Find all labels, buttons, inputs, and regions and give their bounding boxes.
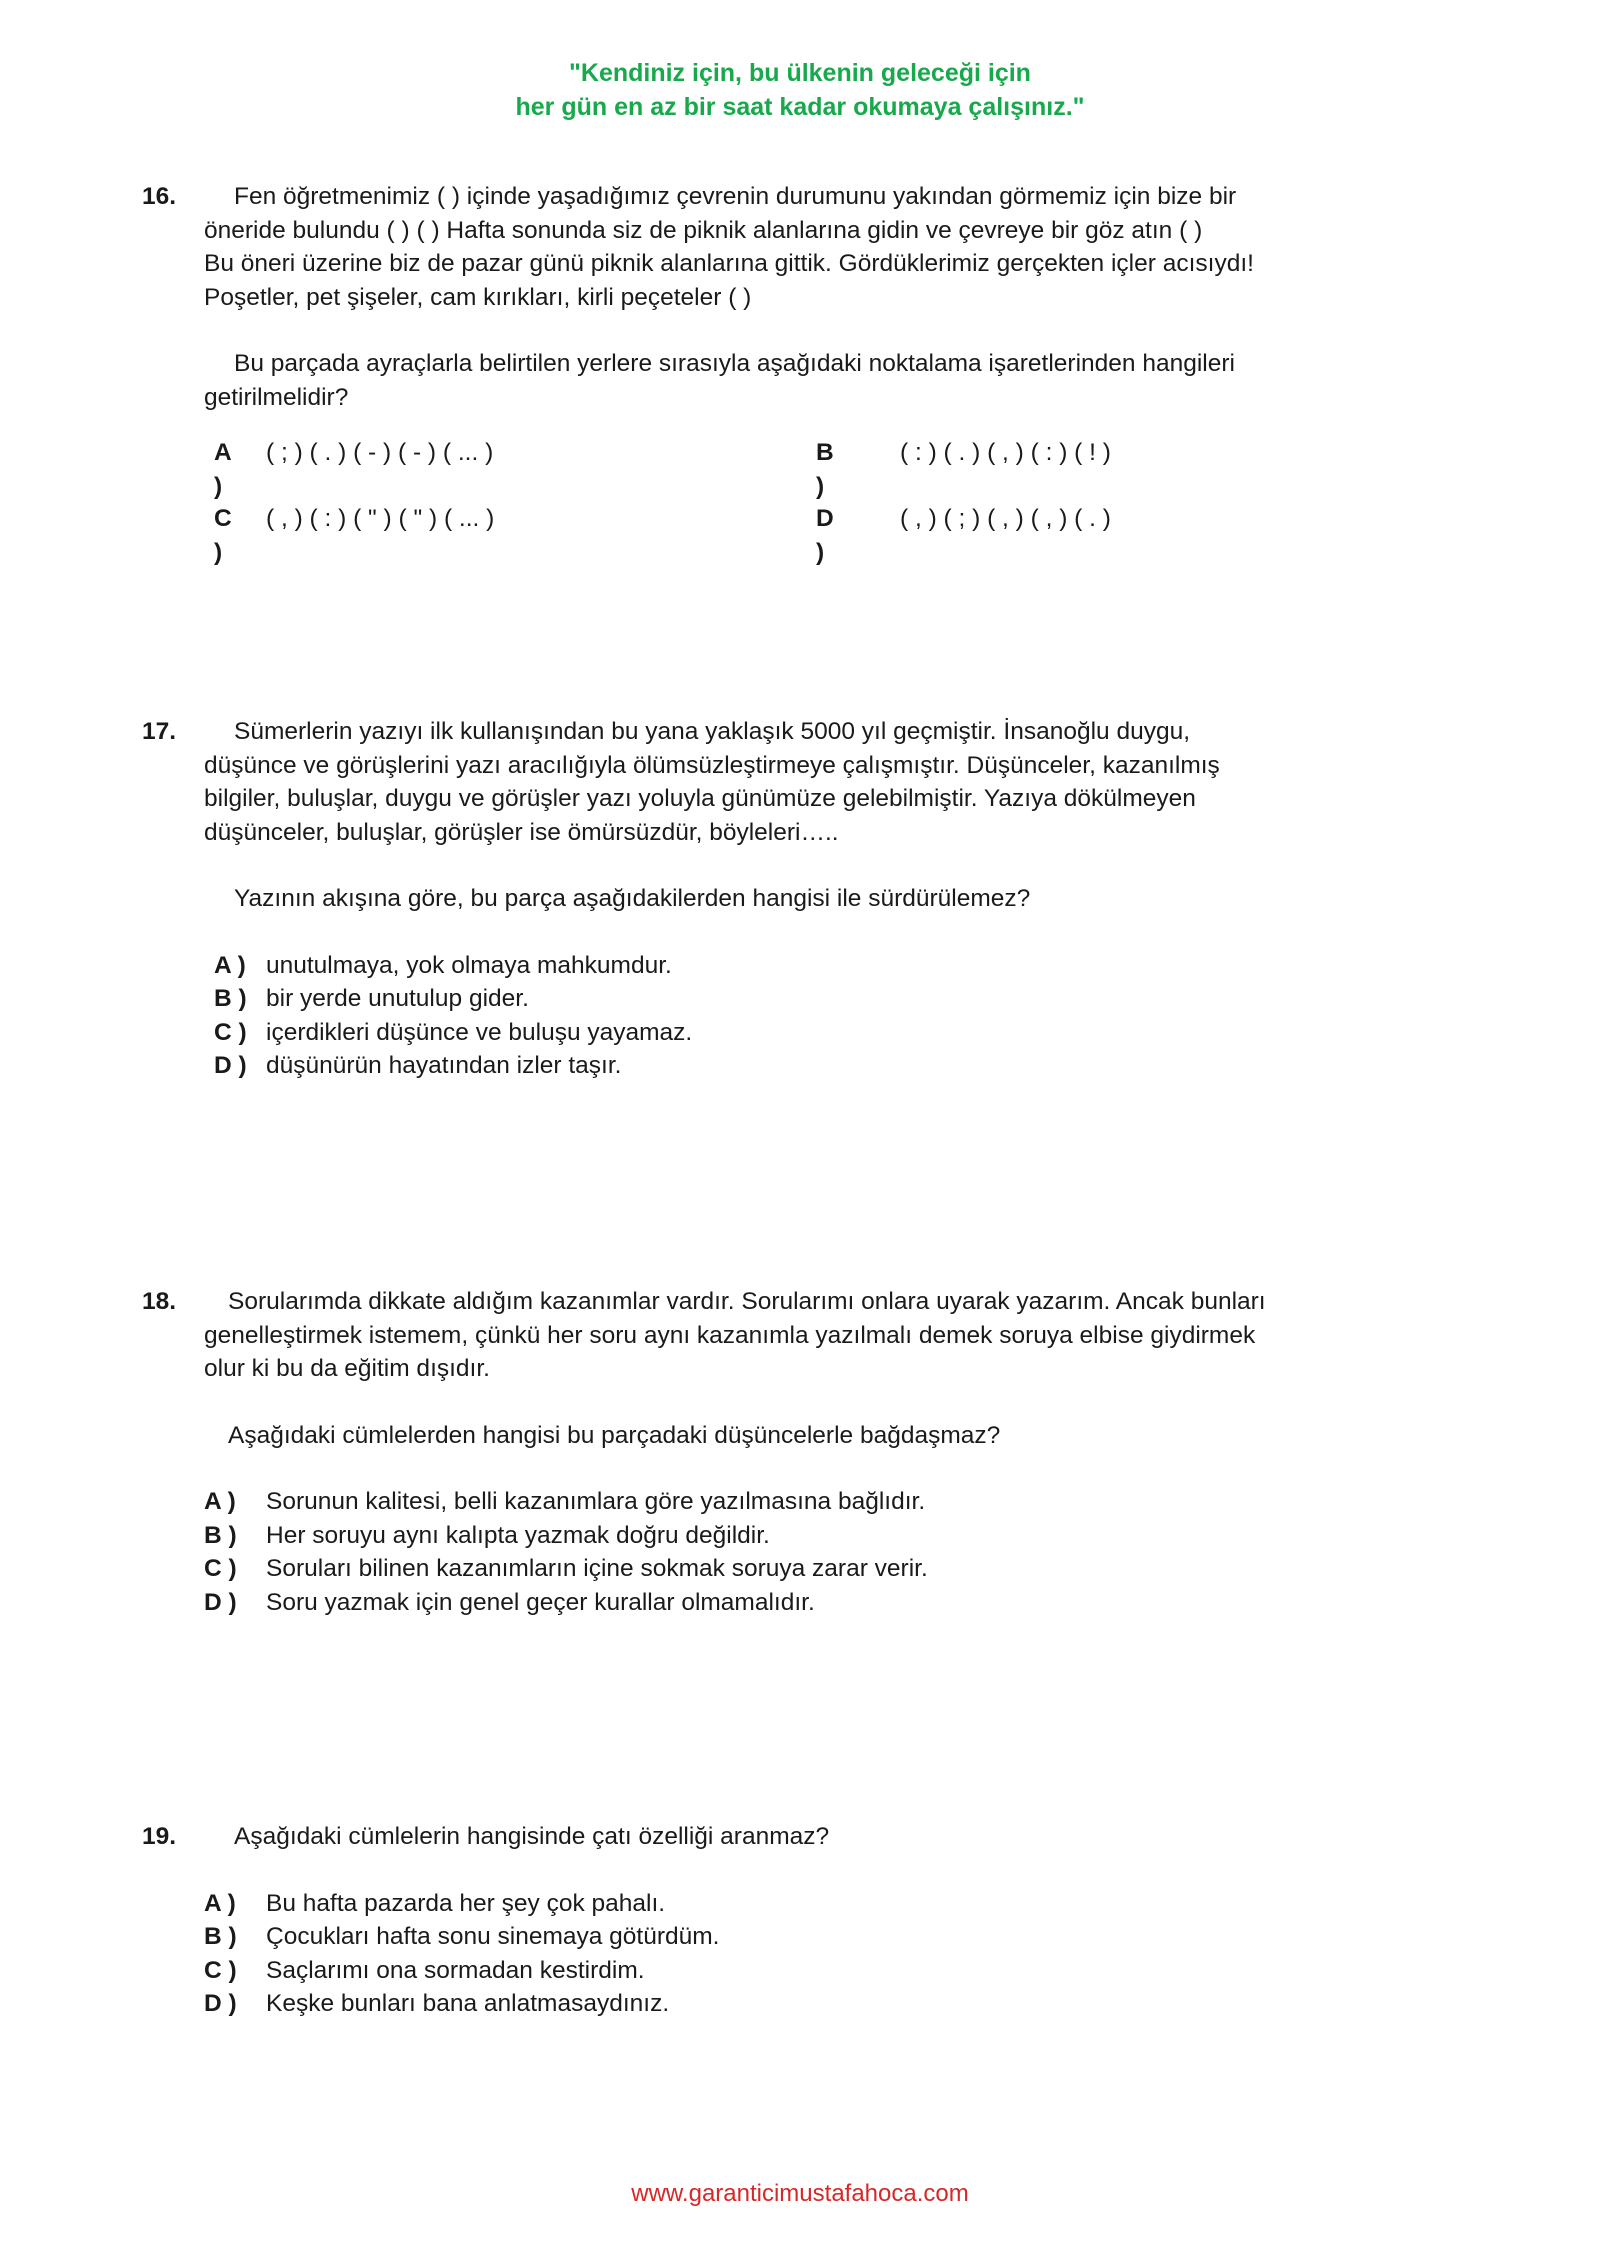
option-letter: B ): [204, 1521, 237, 1549]
option-text: Sorunun kalitesi, belli kazanımlara göre yazılmasına bağlıdır.: [266, 1488, 926, 1515]
option-letter: C ): [204, 1555, 237, 1582]
question-text: Bu parçada ayraçlarla belirtilen yerlere sırasıyla aşağıdaki noktalama işaretlerinden hangileri: [234, 350, 1235, 377]
option-letter: A ): [204, 1488, 236, 1515]
option-text: Her soruyu aynı kalıpta yazmak doğru değildir.: [266, 1521, 770, 1549]
option-text: unutulmaya, yok olmaya mahkumdur.: [266, 951, 672, 979]
question-text: Aşağıdaki cümlelerden hangisi bu parçadaki düşüncelerle bağdaşmaz?: [228, 1421, 1001, 1449]
passage-line: bilgiler, buluşlar, duygu ve görüşler yazı yoluyla günümüze gelebilmiştir. Yazıya dökülmeyen: [204, 785, 1196, 812]
option-text: düşünürün hayatından izler taşır.: [266, 1052, 622, 1079]
passage-line: Poşetler, pet şişeler, cam kırıkları, kirli peçeteler ( ): [204, 283, 752, 311]
option-a[interactable]: [142, 1887, 1402, 1921]
passage-line: olur ki bu da eğitim dışıdır.: [204, 1355, 490, 1382]
motto-line-1: "Kendiniz için, bu ülkenin geleceği için: [569, 59, 1031, 87]
option-text: ( : ) ( . ) ( , ) ( : ) ( ! ): [900, 439, 1111, 466]
option-d[interactable]: [142, 1049, 1402, 1083]
question-18: [142, 1285, 1402, 1619]
options-row-1: [204, 436, 1402, 502]
option-text: Soru yazmak için genel geçer kurallar olmamalıdır.: [266, 1588, 815, 1616]
option-letter: A ): [214, 439, 231, 500]
option-letter: C ): [214, 505, 232, 566]
motto-header: [0, 56, 1600, 124]
option-b[interactable]: [142, 1920, 1402, 1954]
passage-line: Sümerlerin yazıyı ilk kullanışından bu yana yaklaşık 5000 yıl geçmiştir. İnsanoğlu duygu,: [234, 718, 1191, 745]
question-16: [142, 180, 1402, 568]
question-19: [142, 1820, 1402, 2021]
option-a[interactable]: [142, 949, 1402, 983]
option-d[interactable]: [142, 1987, 1402, 2021]
motto-line-2: her gün en az bir saat kadar okumaya çalışınız.": [515, 93, 1085, 121]
option-b[interactable]: [142, 982, 1402, 1016]
option-text: Bu hafta pazarda her şey çok pahalı.: [266, 1889, 666, 1917]
passage-line: Sorularımda dikkate aldığım kazanımlar vardır. Sorularımı onlara uyarak yazarım. Ancak bunları: [228, 1288, 1266, 1315]
passage-line: Fen öğretmenimiz ( ) içinde yaşadığımız çevrenin durumunu yakından görmemiz için bize bir: [234, 183, 1237, 210]
question-text: Yazının akışına göre, bu parça aşağıdakilerden hangisi ile sürdürülemez?: [234, 885, 1031, 912]
option-letter: C ): [214, 1018, 247, 1046]
question-number: 16.: [142, 183, 177, 210]
question-number: 18.: [142, 1288, 177, 1315]
question-number: 19.: [142, 1823, 177, 1850]
passage-line: genelleştirmek istemem, çünkü her soru aynı kazanımla yazılmalı demek soruya elbise giydirmek: [204, 1321, 1256, 1349]
option-c[interactable]: [142, 1552, 1402, 1586]
option-d[interactable]: [142, 1586, 1402, 1620]
option-text: ( ; ) ( . ) ( - ) ( - ) ( ... ): [266, 439, 494, 466]
passage-line: düşünceler, buluşlar, görüşler ise ömürsüzdür, böyleleri…..: [204, 818, 839, 846]
option-text: Saçlarımı ona sormadan kestirdim.: [266, 1956, 645, 1984]
option-b[interactable]: [142, 1519, 1402, 1553]
option-text: Çocukları hafta sonu sinemaya götürdüm.: [266, 1923, 720, 1950]
passage-line: öneride bulundu ( ) ( ) Hafta sonunda siz de piknik alanlarına gidin ve çevreye bir göz atın ( ): [204, 216, 1203, 244]
option-letter: D ): [204, 1588, 237, 1616]
footer-website-link[interactable]: www.garanticimustafahoca.com: [631, 2180, 969, 2207]
option-letter: A ): [214, 951, 246, 979]
options-row-2: [204, 502, 1402, 568]
option-text: Soruları bilinen kazanımların içine sokmak soruya zarar verir.: [266, 1555, 928, 1582]
option-c[interactable]: [142, 1954, 1402, 1988]
option-text: bir yerde unutulup gider.: [266, 985, 529, 1012]
question-text: getirilmelidir?: [204, 383, 349, 411]
option-letter: B ): [214, 985, 247, 1012]
option-text: ( , ) ( : ) ( " ) ( " ) ( ... ): [266, 505, 495, 532]
option-letter: B ): [816, 439, 834, 500]
option-letter: D ): [816, 505, 834, 566]
option-c[interactable]: [142, 1016, 1402, 1050]
question-text: Aşağıdaki cümlelerin hangisinde çatı özelliği aranmaz?: [234, 1823, 830, 1850]
option-text: ( , ) ( ; ) ( , ) ( , ) ( . ): [900, 505, 1111, 532]
option-letter: B ): [204, 1923, 237, 1950]
option-a[interactable]: [142, 1485, 1402, 1519]
question-number: 17.: [142, 718, 177, 745]
option-letter: D ): [214, 1052, 247, 1079]
option-text: içerdikleri düşünce ve buluşu yayamaz.: [266, 1018, 693, 1046]
option-letter: C ): [204, 1956, 237, 1984]
passage-line: Bu öneri üzerine biz de pazar günü piknik alanlarına gittik. Gördüklerimiz gerçekten içler acısıydı!: [204, 250, 1254, 277]
passage-line: düşünce ve görüşlerini yazı aracılığıyla ölümsüzleştirmeye çalışmıştır. Düşünceler, kazanılmış: [204, 751, 1220, 779]
question-17: [142, 715, 1402, 1083]
option-letter: D ): [204, 1990, 237, 2017]
option-text: Keşke bunları bana anlatmasaydınız.: [266, 1990, 670, 2017]
option-letter: A ): [204, 1889, 236, 1917]
